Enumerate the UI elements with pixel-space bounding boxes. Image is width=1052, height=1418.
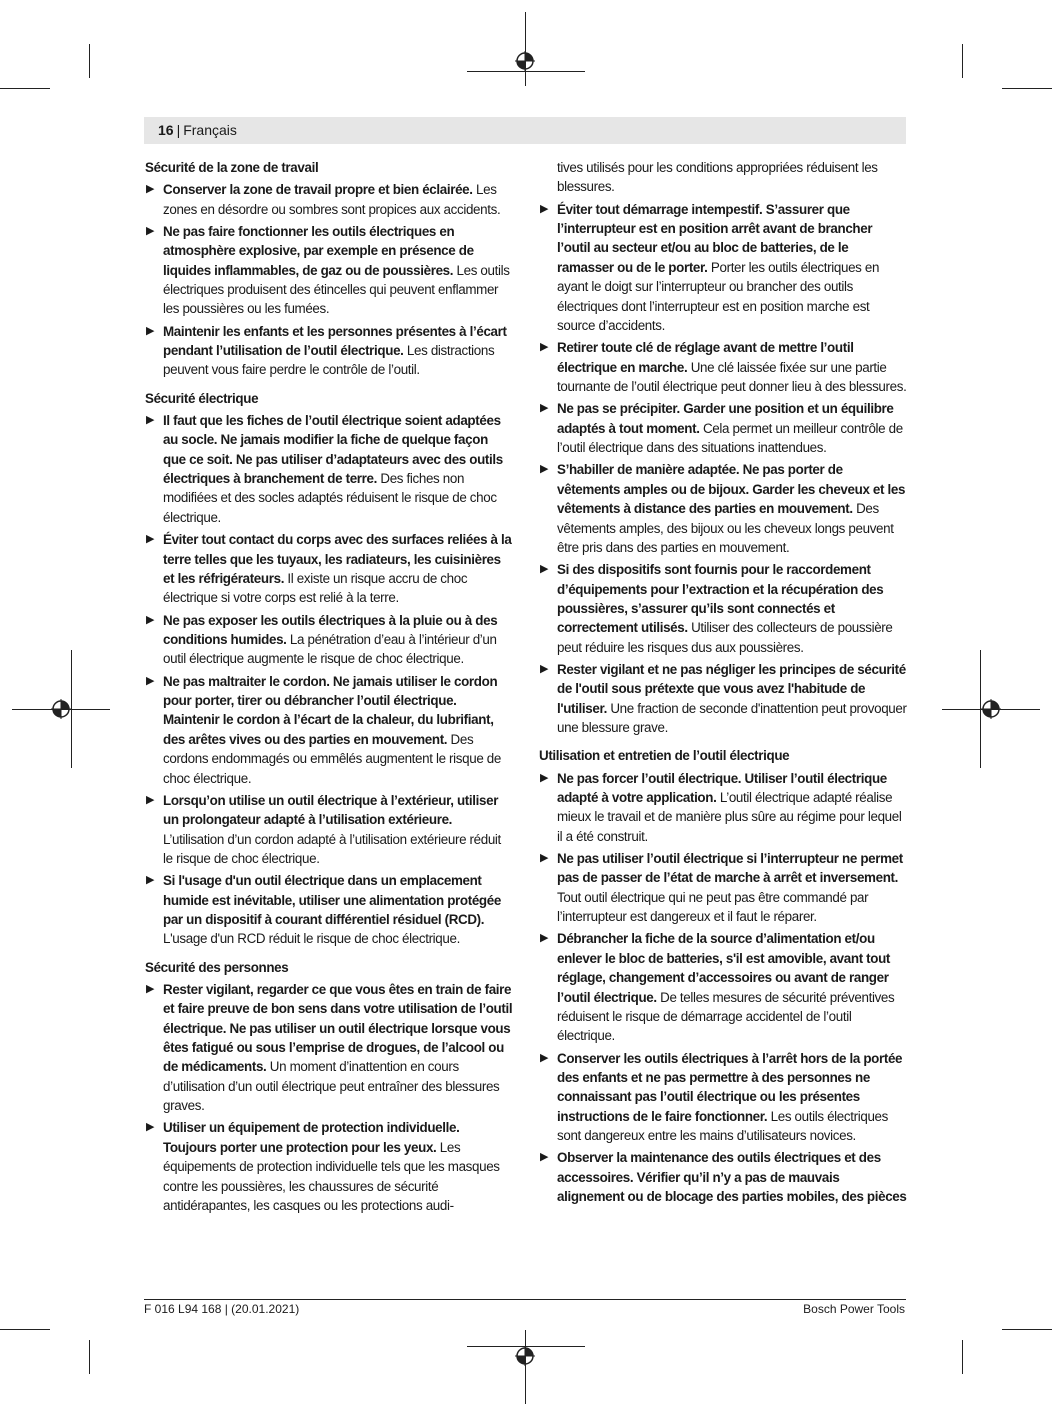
bullet-arrow-icon: ▶ <box>540 1151 549 1164</box>
bullet-arrow-icon: ▶ <box>146 613 155 626</box>
crop-mark <box>89 44 90 78</box>
list-item: ▶ S’habiller de manière adaptée. Ne pas porter de vêtements amples ou de bijoux. Garder les cheveux et les vêtements à distance des parties en mouvement. Des vêtements amples, des bijoux ou les cheveux longs peuvent être pris dans des parties en mouvement. <box>540 462 906 555</box>
header-language: Français <box>183 122 237 138</box>
list-item: ▶ Utiliser un équipement de protection individuelle. Toujours porter une protection pour les yeux. Les équipements de protection individuelle tels que les masques contre les poussières, les chaussures de sécurité antidérapantes, les casques ou les protections audi- <box>146 1120 500 1214</box>
bullet-arrow-icon: ▶ <box>146 533 155 546</box>
header-separator: | <box>176 122 181 138</box>
list-item: ▶ Conserver la zone de travail propre et bien éclairée. Les zones en désordre ou sombres sont propices aux accidents. <box>146 182 501 217</box>
list-item: ▶ Ne pas faire fonctionner les outils électriques en atmosphère explosive, par exemple en présence de liquides inflammables, de gaz ou de poussières. Les outils électriques produisent des étincelles qui peuvent enflammer les poussières ou les fumées. <box>146 223 510 317</box>
crop-mark <box>1002 1329 1052 1330</box>
bullet-arrow-icon: ▶ <box>146 874 155 887</box>
registration-mark-icon <box>515 51 535 71</box>
bullet-arrow-icon: ▶ <box>146 674 155 687</box>
header-text <box>158 122 237 138</box>
footer-doc-id: F 016 L94 168 | (20.01.2021) <box>144 1302 300 1316</box>
crop-mark <box>1002 88 1052 89</box>
footer-rule <box>144 1299 906 1300</box>
bullet-arrow-icon: ▶ <box>540 202 549 215</box>
list-item: ▶ Débrancher la fiche de la source d’alimentation et/ou enlever le bloc de batteries, s'il est amovible, avant tout réglage, changement d’accessoires ou avant de ranger l’outil électrique. De telles mesures de sécurité préventives réduisent le risque de démarrage accidentel de l’outil électrique. <box>540 931 895 1044</box>
bullet-arrow-icon: ▶ <box>146 224 155 237</box>
crop-mark <box>0 1329 50 1330</box>
bullet-arrow-icon: ▶ <box>540 662 549 675</box>
registration-mark-icon <box>51 699 71 719</box>
section-title: Utilisation et entretien de l’outil électrique <box>539 748 790 764</box>
list-item: ▶ Rester vigilant et ne pas négliger les principes de sécurité de l'outil sous prétexte que vous avez l'habitude de l'utiliser. Une fraction de seconde d'inattention peut provoquer une blessure grave. <box>540 661 907 736</box>
registration-mark-icon <box>515 1346 535 1366</box>
list-item: ▶ Observer la maintenance des outils électriques et des accessoires. Vérifier qu’il n’y a pas de mauvais alignement ou de blocage des parties mobiles, des pièces <box>540 1150 907 1205</box>
crop-mark <box>467 71 585 72</box>
list-item: ▶ Ne pas utiliser l’outil électrique si l’interrupteur ne permet pas de passer de l’état de marche à arrêt et inversement. Tout outil électrique qui ne peut pas être commandé par l’interrupteur est dangereux et il faut le réparer. <box>540 850 903 925</box>
crop-mark <box>0 88 50 89</box>
bullet-arrow-icon: ▶ <box>540 463 549 476</box>
crop-mark <box>89 1340 90 1374</box>
list-item: ▶ Il faut que les fiches de l’outil électrique soient adaptées au socle. Ne jamais modifier la fiche de quelque façon que ce soit. Ne pas utiliser d’adaptateurs avec des outils électriques à branchement de terre. Des fiches non modifiées et des socles adaptés réduisent le risque de choc électrique. <box>146 412 503 525</box>
bullet-arrow-icon: ▶ <box>146 982 155 995</box>
crop-mark <box>962 1340 963 1374</box>
bullet-arrow-icon: ▶ <box>146 413 155 426</box>
bullet-arrow-icon: ▶ <box>146 793 155 806</box>
crop-mark <box>962 44 963 78</box>
list-item: ▶ Éviter tout démarrage intempestif. S’assurer que l’interrupteur est en position arrêt avant de brancher l’outil au secteur et/ou au bloc de batteries, de le ramasser ou de le porter. Porter les outils électriques en ayant le doigt sur l’interrupteur ou brancher des outils électriques dont l’interrupteur est en position marche est source d’accidents. <box>540 201 880 334</box>
crop-mark <box>525 1330 526 1404</box>
bullet-arrow-icon: ▶ <box>540 932 549 945</box>
bullet-arrow-icon: ▶ <box>146 183 155 196</box>
section-title: Sécurité électrique <box>145 390 259 406</box>
footer-brand: Bosch Power Tools <box>803 1302 905 1316</box>
list-item: ▶ Ne pas exposer les outils électriques à la pluie ou à des conditions humides. La pénétration d’eau à l’intérieur d’un outil électrique augmente le risque de choc électrique. <box>146 612 498 667</box>
list-item: ▶ Lorsqu’on utilise un outil électrique à l’extérieur, utiliser un prolongateur adapté à l’utilisation extérieure. L’utilisation d’un cordon adapté à l’utilisation extérieure réduit le risque de choc électrique. <box>146 792 501 866</box>
bullet-arrow-icon: ▶ <box>540 1051 549 1064</box>
bullet-arrow-icon: ▶ <box>540 851 549 864</box>
crop-mark <box>71 650 72 768</box>
page-header <box>144 117 906 144</box>
list-item: ▶ Retirer toute clé de réglage avant de mettre l’outil électrique en marche. Une clé laissée fixée sur une partie tournante de l’outil électrique peut donner lieu à des blessures. <box>540 340 907 395</box>
list-item: ▶ Ne pas forcer l’outil électrique. Utiliser l’outil électrique adapté à votre application. L’outil électrique adapté réalise mieux le travail et de manière plus sûre au régime pour lequel il a été construit. <box>540 770 902 844</box>
registration-mark-icon <box>981 699 1001 719</box>
list-item: ▶ Rester vigilant, regarder ce que vous êtes en train de faire et faire preuve de bon sens dans votre utilisation de l’outil électrique. Ne pas utiliser un outil électrique lorsque vous êtes fatigué ou sous l’emprise de drogues, de l’alcool ou de médicaments. Un moment d’inattention en cours d’utilisation d’un outil électrique peut entraîner des blessures graves. <box>146 981 513 1114</box>
list-item: ▶ Si des dispositifs sont fournis pour le raccordement d’équipements pour l’extraction et la récupération des poussières, s’assurer qu’ils sont connectés et correctement utilisés. Utiliser des collecteurs de poussière peut réduire les risques dus aux poussières. <box>540 562 893 655</box>
list-item: ▶ Maintenir les enfants et les personnes présentes à l’écart pendant l’utilisation de l’outil électrique. Les distractions peuvent vous faire perdre le contrôle de l’outil. <box>146 323 507 378</box>
page-number: 16 <box>158 122 174 138</box>
list-item: ▶ Éviter tout contact du corps avec des surfaces reliées à la terre telles que les tuyaux, les radiateurs, les cuisinières et les réfrigérateurs. Il existe un risque accru de choc électrique si votre corps est relié à la terre. <box>146 532 512 606</box>
crop-mark <box>525 12 526 86</box>
list-item: ▶ Ne pas maltraiter le cordon. Ne jamais utiliser le cordon pour porter, tirer ou débrancher l’outil électrique. Maintenir le cordon à l’écart de la chaleur, du lubrifiant, des arêtes vives ou des parties en mouvement. Des cordons endommagés ou emmêlés augmentent le risque de choc électrique. <box>146 673 501 786</box>
bullet-arrow-icon: ▶ <box>146 1121 155 1134</box>
bullet-arrow-icon: ▶ <box>146 324 155 337</box>
bullet-arrow-icon: ▶ <box>540 341 549 354</box>
bullet-arrow-icon: ▶ <box>540 402 549 415</box>
list-item: ▶ Si l'usage d'un outil électrique dans un emplacement humide est inévitable, utiliser une alimentation protégée par un dispositif à courant différentiel résiduel (RCD). L'usage d'un RCD réduit le risque de choc électrique. <box>146 873 501 947</box>
bullet-arrow-icon: ▶ <box>540 771 549 784</box>
right-column <box>539 158 907 1209</box>
section-title: Sécurité des personnes <box>145 959 289 975</box>
section-title: Sécurité de la zone de travail <box>145 160 319 175</box>
bullet-arrow-icon: ▶ <box>540 563 549 576</box>
list-item: ▶ Ne pas se précipiter. Garder une position et un équilibre adaptés à tout moment. Cela permet un meilleur contrôle de l’outil électrique dans des situations inattendues. <box>540 401 903 456</box>
continuation-text: tives utilisés pour les conditions appropriées réduisent les blessures. <box>557 160 878 195</box>
left-column <box>145 158 513 1218</box>
list-item: ▶ Conserver les outils électriques à l’arrêt hors de la portée des enfants et ne pas permettre à des personnes ne connaissant pas l’outil électrique ou les présentes instructions de le faire fonctionner. Les outils électriques sont dangereux entre les mains d’utilisateurs novices. <box>540 1050 903 1144</box>
